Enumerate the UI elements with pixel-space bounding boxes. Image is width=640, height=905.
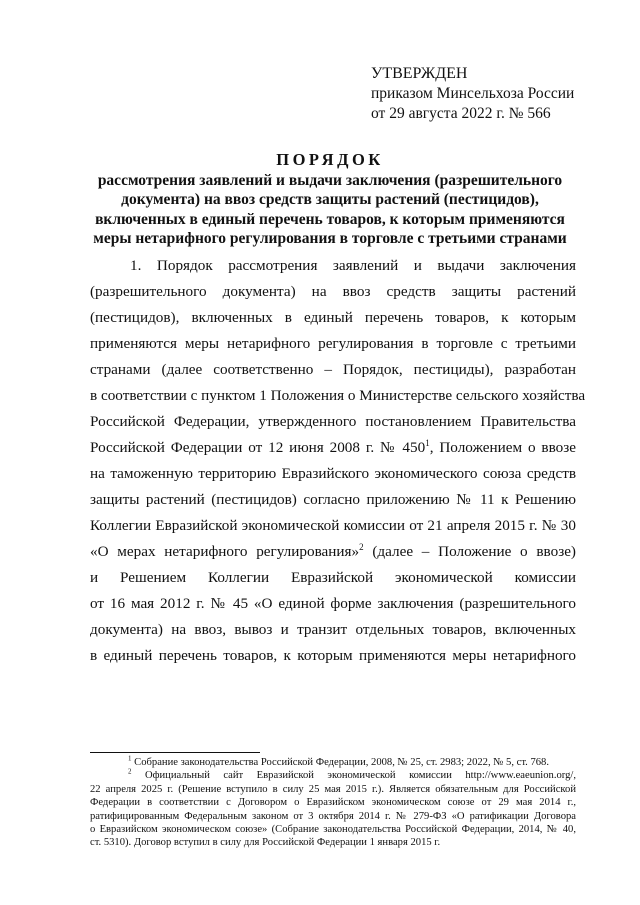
body-line: применяются меры нетарифного регулирования в торговле с третьими bbox=[90, 335, 576, 352]
approval-order: приказом Минсельхоза России bbox=[371, 85, 575, 102]
footnote-ref-1: 1 bbox=[425, 437, 430, 448]
body-line: в соответствии с пунктом 1 Положения о Министерстве сельского хозяйства bbox=[90, 387, 586, 404]
body-line-part: Российской Федерации от 12 июня 2008 г. № 450 bbox=[90, 439, 426, 456]
document-title bbox=[70, 150, 590, 249]
body-line: от 16 мая 2012 г. № 45 «О единой форме заключения (разрешительного bbox=[90, 595, 576, 612]
footnote-2-line bbox=[90, 769, 576, 782]
body-line: Российской Федерации, утвержденного постановлением Правительства bbox=[90, 413, 576, 430]
body-line bbox=[90, 435, 576, 461]
body-line: (пестицидов), включенных в единый перечень товаров, к которым bbox=[90, 309, 576, 326]
footnote-2-line: Федерации в соответствии с Договором о Евразийском экономическом союзе от 29 мая 2014 г., bbox=[90, 797, 576, 809]
approval-title: УТВЕРЖДЕН bbox=[371, 65, 468, 82]
body-line: в единый перечень товаров, к которым применяются меры нетарифного bbox=[90, 647, 576, 664]
footnote-1 bbox=[90, 756, 576, 769]
body-line: Коллегии Евразийской экономической комиссии от 21 апреля 2015 г. № 30 bbox=[90, 517, 576, 534]
body-line: и Решением Коллегии Евразийской экономической комиссии bbox=[90, 569, 576, 586]
footnote-1-text: Собрание законодательства Российской Федерации, 2008, № 25, ст. 2983; 2022, № 5, ст. 768. bbox=[131, 757, 549, 768]
title-line: включенных в единый перечень товаров, к которым применяются bbox=[95, 210, 565, 228]
footnote-2-line: ст. 5310). Договор вступил в силу для Российской Федерации 1 января 2015 г. bbox=[90, 837, 441, 849]
body-line-part: , Положением о ввозе bbox=[429, 439, 576, 456]
footnote-mark-2: 2 bbox=[128, 767, 132, 776]
title-line: рассмотрения заявлений и выдачи заключения (разрешительного bbox=[97, 171, 563, 189]
footnote-mark-1: 1 bbox=[128, 754, 132, 763]
approval-date: от 29 августа 2022 г. № 566 bbox=[371, 105, 551, 122]
body-line: документа) на ввоз, вывоз и транзит отдельных товаров, включенных bbox=[90, 621, 576, 638]
body-line: (разрешительного документа) на ввоз средств защиты растений bbox=[90, 283, 576, 300]
body-line-part: (далее – Положение о ввозе) bbox=[363, 543, 576, 560]
footnote-2-line: 22 апреля 2025 г. (Решение вступило в силу 25 мая 2015 г.). Является обязательным для Российской bbox=[90, 783, 576, 795]
footnote-2-line: ратифицированным Федеральным законом от 3 октября 2014 г. № 279-ФЗ «О ратификации Договора bbox=[90, 810, 576, 822]
title-line: меры нетарифного регулирования в торговле с третьими странами bbox=[93, 230, 567, 247]
footnote-ref-2: 2 bbox=[359, 541, 364, 552]
body-line bbox=[90, 539, 576, 565]
footnotes bbox=[90, 756, 576, 850]
body-line: на таможенную территорию Евразийского экономического союза средств bbox=[90, 465, 576, 482]
body-line: 1. Порядок рассмотрения заявлений и выдачи заключения bbox=[130, 257, 576, 274]
document-heading: ПОРЯДОК bbox=[276, 150, 384, 169]
footnote-2-line: о Евразийском экономическом союзе» (Собрание законодательства Российской Федерации, 2014, № 40, bbox=[90, 823, 576, 835]
title-line: документа) на ввоз средств защиты растений (пестицидов), bbox=[121, 191, 539, 208]
footnote-2-text: Официальный сайт Евразийской экономической комиссии http://www.eaeunion.org/, bbox=[131, 770, 576, 782]
document-body bbox=[90, 253, 586, 669]
approval-stamp bbox=[371, 64, 621, 124]
body-line-part: «О мерах нетарифного регулирования» bbox=[90, 543, 360, 560]
body-line: странами (далее соответственно – Порядок, пестициды), разработан bbox=[90, 361, 576, 378]
body-line: защиты растений (пестицидов) согласно приложению № 11 к Решению bbox=[90, 491, 576, 508]
footnote-divider bbox=[90, 752, 260, 753]
